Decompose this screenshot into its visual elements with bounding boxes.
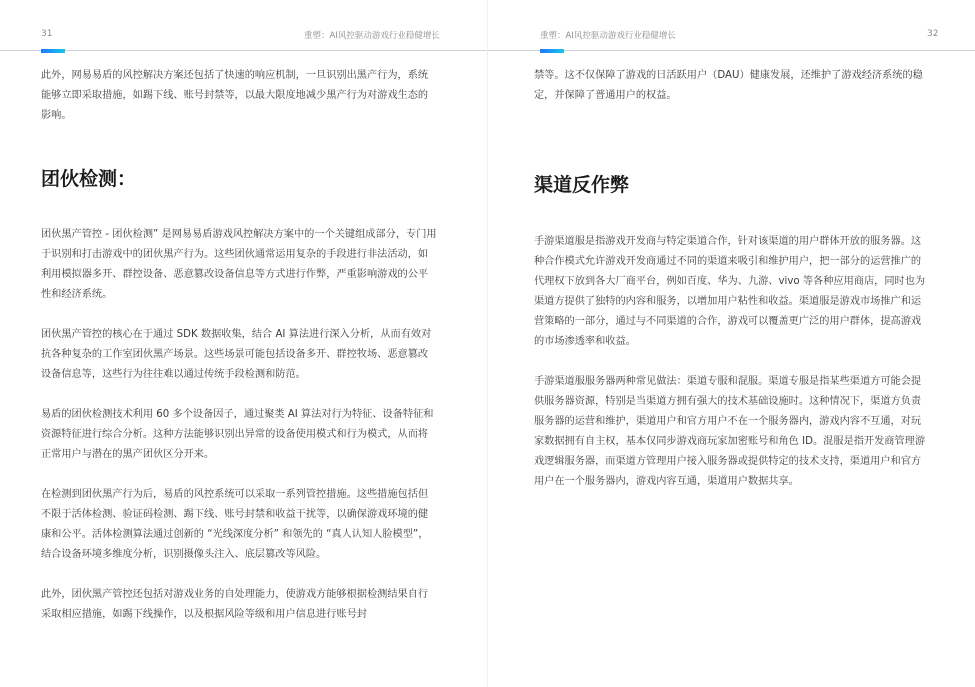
page-number: 32 (927, 29, 939, 39)
body-paragraph: 此外，团伙黑产管控还包括对游戏业务的自处理能力，使游戏方能够根据检测结果自行采取相应措施，如踢下线操作，以及根据风险等级和用户信息进行账号封 (41, 589, 429, 620)
body-paragraph: 在检测到团伙黑产行为后，易盾的风控系统可以采取一系列管控措施。这些措施包括但不限于活体检测、验证码检测、踢下线、账号封禁和收益干扰等，以确保游戏环境的健康和公平。活体检测算法通过创新的 “光线深度分析” 和领先的 “真人认知人脸模型”，结合设备环境多维度分析，识别摄像头注入、底层篡改等风险。 (41, 489, 429, 560)
running-title: 重塑：AI风控驱动游戏行业稳健增长 (540, 31, 676, 41)
header-accent-bar (540, 49, 564, 53)
header-accent-bar (41, 49, 65, 53)
body-paragraph: 手游渠道服服务器两种常见做法：渠道专服和混服。渠道专服是指某些渠道方可能会提供服务器资源，特别是当渠道方拥有强大的技术基础设施时。这种情况下，渠道方负责服务器的运营和维护，渠道用户和官方用户不在一个服务器内，游戏内容不互通，对玩家数据拥有自主权，基本仅同步游戏商玩家加密账号和角色 ID。混服是指开发商管理游戏逻辑服务器，而渠道方管理用户接入服务器或提供特定的技术支持，渠道用户和官方用户在一个服务器内，游戏内容互通，渠道用户数据共享。 (534, 376, 926, 487)
body-paragraph: 团伙黑产管控的核心在于通过 SDK 数据收集，结合 AI 算法进行深入分析，从而有效对抗各种复杂的工作室团伙黑产场景。这些场景可能包括设备多开、群控牧场、恶意篡改设备信息等，这些行为往往难以通过传统手段检测和防范。 (41, 329, 432, 380)
right-page (488, 0, 975, 687)
page-number: 31 (41, 29, 53, 39)
section-heading: 渠道反作弊 (534, 174, 630, 196)
left-page (0, 0, 487, 687)
running-title: 重塑：AI风控驱动游戏行业稳健增长 (304, 31, 440, 41)
body-paragraph: 易盾的团伙检测技术利用 60 多个设备因子，通过聚类 AI 算法对行为特征、设备特征和资源特征进行综合分析。这种方法能够识别出异常的设备使用模式和行为模式，从而将正常用户与潜在的黑产团伙区分开来。 (41, 409, 434, 460)
section-heading: 团伙检测： (41, 168, 137, 190)
intro-paragraph: 禁等。这不仅保障了游戏的日活跃用户（DAU）健康发展，还维护了游戏经济系统的稳定，并保障了普通用户的权益。 (534, 70, 923, 101)
body-paragraph: 手游渠道服是指游戏开发商与特定渠道合作，针对该渠道的用户群体开放的服务器。这种合作模式允许游戏开发商通过不同的渠道来吸引和维护用户，把一部分的运营推广的代理权下放到各大厂商平台，例如百度、华为、九游、vivo 等各种应用商店，同时也为渠道方提供了独特的内容和服务，以增加用户粘性和收益。渠道服是游戏市场推广和运营策略的一部分，通过与不同渠道的合作，游戏可以覆盖更广泛的用户群体，提高游戏的市场渗透率和收益。 (534, 236, 926, 347)
body-paragraph: 团伙黑产管控 - 团伙检测” 是网易易盾游戏风控解决方案中的一个关键组成部分，专门用于识别和打击游戏中的团伙黑产行为。这些团伙通常运用复杂的手段进行非法活动，如利用模拟器多开、群控设备、恶意篡改设备信息等方式进行作弊，严重影响游戏的公平性和经济系统。 (41, 229, 437, 300)
intro-paragraph: 此外，网易易盾的风控解决方案还包括了快速的响应机制，一旦识别出黑产行为，系统能够立即采取措施，如踢下线、账号封禁等，以最大限度地减少黑产行为对游戏生态的影响。 (41, 70, 429, 121)
header-rule (0, 50, 487, 51)
